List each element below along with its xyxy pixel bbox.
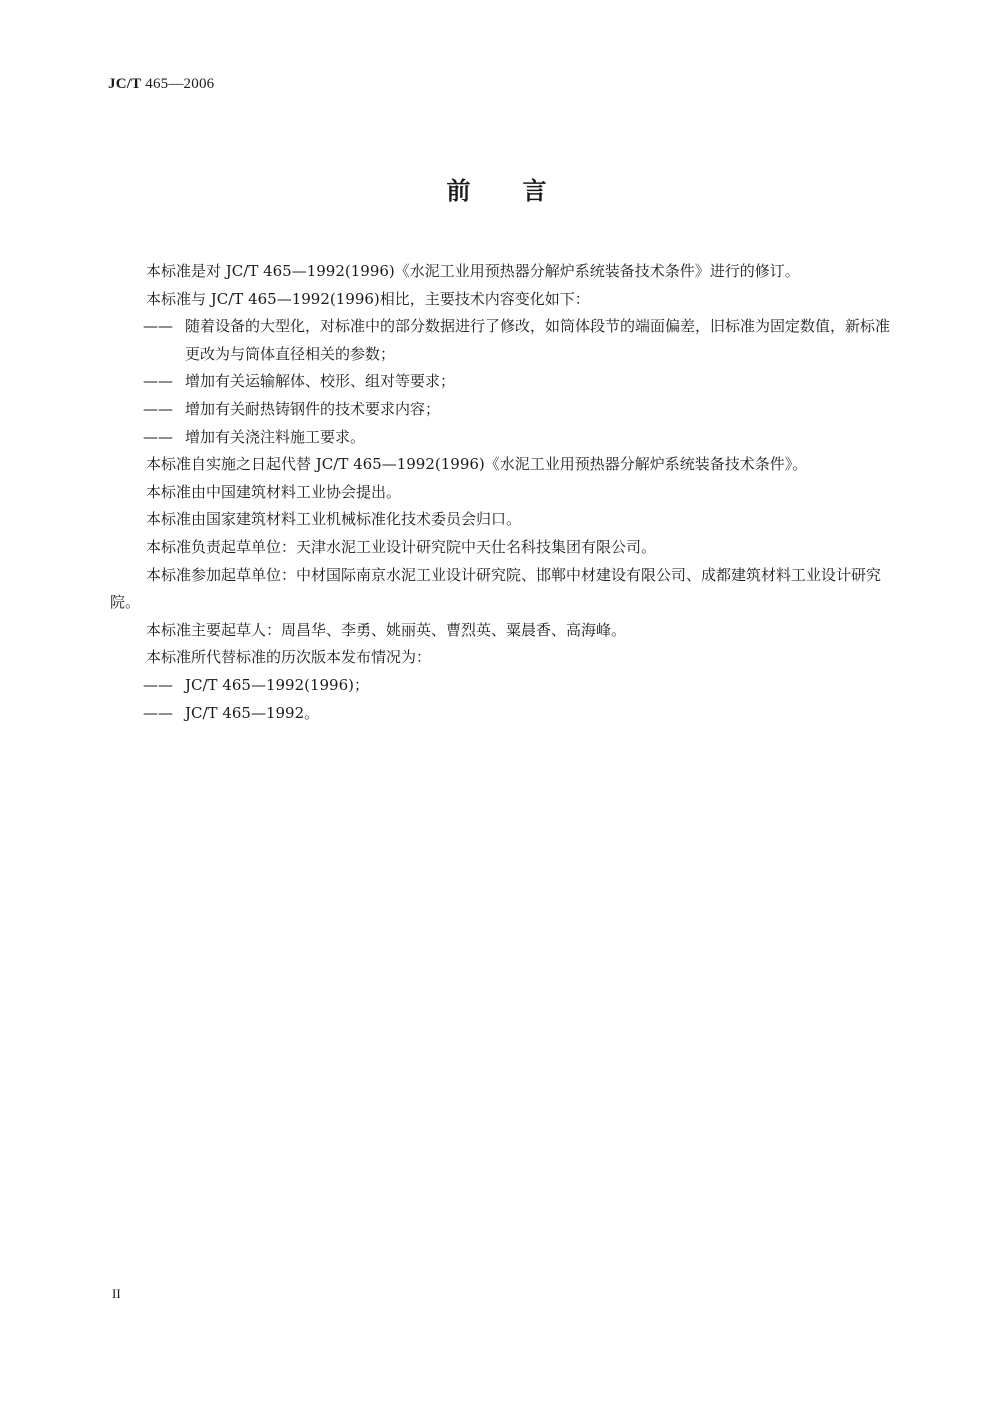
change-item	[110, 424, 890, 452]
dash-marker: ——	[143, 703, 173, 722]
change-text: 增加有关耐热铸钢件的技术要求内容；	[185, 399, 441, 418]
history-text: JC/T 465—1992(1996)；	[185, 675, 369, 694]
page-number: II	[112, 1286, 121, 1301]
dash-marker: ——	[143, 399, 173, 418]
revision-statement: 本标准是对 JC/T 465—1992(1996)《水泥工业用预热器分解炉系统装备技术条件》进行的修订。	[146, 262, 800, 280]
standard-code-prefix: JC/T	[108, 76, 142, 92]
history-item	[110, 672, 890, 700]
responsible-unit-statement: 本标准负责起草单位：天津水泥工业设计研究院中天仕名科技集团有限公司。	[146, 537, 657, 556]
drafters-statement: 本标准主要起草人：周昌华、李勇、姚丽英、曹烈英、粟晨香、高海峰。	[146, 620, 627, 639]
dash-marker: ——	[143, 372, 173, 391]
change-text: 随着设备的大型化，对标准中的部分数据进行了修改，如筒体段节的端面偏差，旧标准为固定数值，新标准更改为与筒体直径相关的参数；	[185, 317, 891, 363]
change-item	[110, 396, 890, 424]
proposed-by-statement: 本标准由中国建筑材料工业协会提出。	[146, 482, 402, 501]
participating-units-statement: 本标准参加起草单位：中材国际南京水泥工业设计研究院、邯郸中材建设有限公司、成都建筑材料工业设计研究院。	[110, 565, 882, 612]
history-intro: 本标准所代替标准的历次版本发布情况为：	[146, 648, 432, 667]
change-item	[110, 313, 890, 368]
dash-marker: ——	[143, 427, 173, 446]
change-item	[110, 368, 890, 396]
foreword-body	[110, 258, 890, 727]
dash-marker: ——	[143, 675, 173, 694]
history-text: JC/T 465—1992。	[185, 703, 320, 722]
change-text: 增加有关浇注料施工要求。	[185, 427, 366, 446]
managed-by-statement: 本标准由国家建筑材料工业机械标准化技术委员会归口。	[146, 510, 522, 529]
change-text: 增加有关运输解体、校形、组对等要求；	[185, 372, 456, 391]
standard-code-number: 465—2006	[141, 76, 215, 92]
page-title: 前言	[446, 177, 599, 205]
standard-code-header	[108, 76, 214, 93]
dash-marker: ——	[143, 317, 173, 336]
changes-intro: 本标准与 JC/T 465—1992(1996)相比，主要技术内容变化如下：	[146, 289, 590, 308]
replaces-statement: 本标准自实施之日起代替 JC/T 465—1992(1996)《水泥工业用预热器分解炉系统装备技术条件》。	[146, 455, 808, 474]
history-item	[110, 700, 890, 728]
